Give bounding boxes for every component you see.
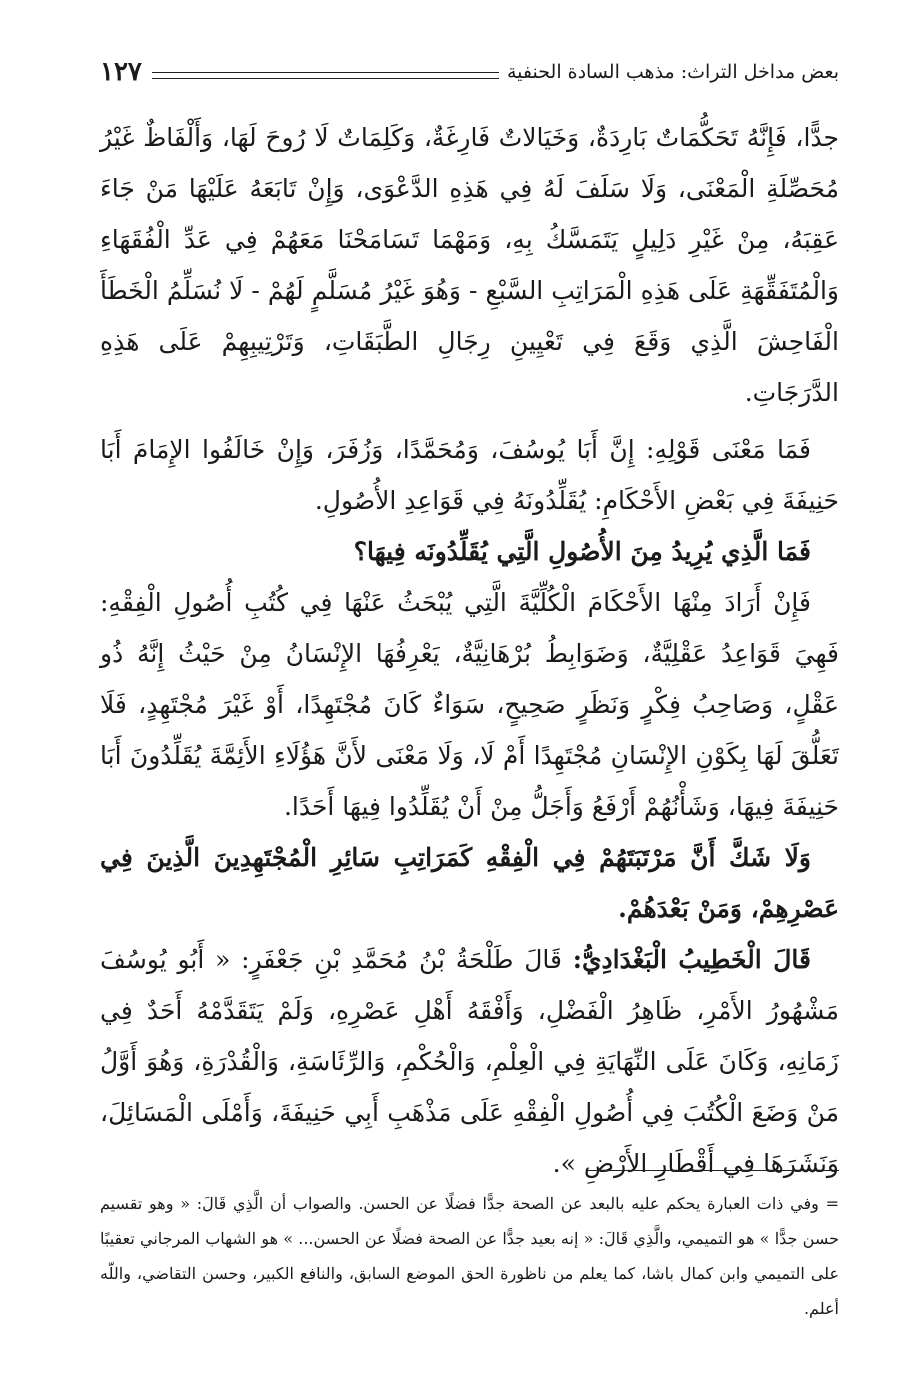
main-text [100,112,839,1189]
footnote-separator [587,1170,839,1171]
paragraph-6-text: قَالَ طَلْحَةُ بْنُ مُحَمَّدِ بْنِ جَعْفَرٍ: « أَبُو يُوسُفَ مَشْهُورُ الأَمْرِ، ظَاهِرُ الْفَضْلِ، وَأَفْقَهُ أَهْلِ عَصْرِهِ، وَلَمْ يَتَقَدَّمْهُ أَحَدٌ فِي زَمَانِهِ، وَكَانَ عَلَى النِّهَايَةِ فِي الْعِلْمِ، وَالْحُكْمِ، وَالرِّئَاسَةِ، وَالْقُدْرَةِ، وَهُوَ أَوَّلُ مَنْ وَضَعَ الْكُتُبَ فِي أُصُولِ الْفِقْهِ عَلَى مَذْهَبِ أَبِي حَنِيفَةَ، وَأَمْلَى الْمَسَائِلَ، وَنَشَرَهَا فِي أَقْطَارِ الأَرْضِ ». [100,945,839,1178]
paragraph-4: فَإِنْ أَرَادَ مِنْهَا الأَحْكَامَ الْكُلِّيَّةَ الَّتِي يُبْحَثُ عَنْهَا فِي كُتُبِ أُصُولِ الْفِقْهِ: فَهِيَ قَوَاعِدُ عَقْلِيَّةٌ، وَضَوَابِطُ بُرْهَانِيَّةٌ، يَعْرِفُهَا الإِنْسَانُ مِنْ حَيْثُ إِنَّهُ ذُو عَقْلٍ، وَصَاحِبُ فِكْرٍ وَنَظَرٍ صَحِيحٍ، سَوَاءٌ كَانَ مُجْتَهِدًا، أَوْ غَيْرَ مُجْتَهِدٍ، فَلَا تَعَلُّقَ لَهَا بِكَوْنِ الإِنْسَانِ مُجْتَهِدًا أَمْ لَا، وَلَا مَعْنَى لأَنَّ هَؤُلَاءِ الأَئِمَّةَ يُقَلِّدُونَ أَبَا حَنِيفَةَ فِيهَا، وَشَأْنُهُمْ أَرْفَعُ وَأَجَلُّ مِنْ أَنْ يُقَلِّدُوا فِيهَا أَحَدًا. [100,588,839,821]
footnote: = وفي ذات العبارة يحكم عليه بالبعد عن الصحة جدًّا فضلًا عن الحسن. والصواب أن الَّذِي قَالَ: « وهو تقسيم حسن جدًّا » هو التميمي، والَّذِي قَالَ: « إنه بعيد جدًّا عن الصحة فضلًا عن الحسن... » هو الشهاب المرجاني تعقيبًا على التميمي وابن كمال باشا، كما يعلم من ناظورة الحق الموضع السابق، والنافع الكبير، وحسن التقاضي، واللّه أعلم. [100,1194,839,1318]
paragraph-6 [100,934,839,1189]
running-header [100,52,839,92]
paragraph-3-question: فَمَا الَّذِي يُرِيدُ مِنَ الأُصُولِ الَّتِي يُقَلِّدُونَه فِيهَا؟ [353,537,811,566]
page-number: ١٢٧ [100,57,142,87]
header-rule [152,72,499,79]
paragraph-2: فَمَا مَعْنَى قَوْلِهِ: إِنَّ أَبَا يُوسُفَ، وَمُحَمَّدًا، وَزُفَرَ، وَإِنْ خَالَفُوا الإِمَامَ أَبَا حَنِيفَةَ فِي بَعْضِ الأَحْكَامِ: يُقَلِّدُونَهُ فِي قَوَاعِدِ الأُصُولِ. [100,435,839,515]
paragraph-5: وَلَا شَكَّ أَنَّ مَرْتَبَتَهُمْ فِي الْفِقْهِ كَمَرَاتِبِ سَائِرِ الْمُجْتَهِدِينَ الَّذِينَ فِي عَصْرِهِمْ، وَمَنْ بَعْدَهُمْ. [100,843,839,923]
paragraph-1: جدًّا، فَإِنَّهُ تَحَكُّمَاتٌ بَارِدَةٌ، وَخَيَالاتٌ فَارِغَةٌ، وَكَلِمَاتٌ لَا رُوحَ لَهَا، وَأَلْفَاظٌ غَيْرُ مُحَصِّلَةِ الْمَعْنَى، وَلَا سَلَفَ لَهُ فِي هَذِهِ الدَّعْوَى، وَإِنْ تَابَعَهُ عَلَيْهَا مَنْ جَاءَ عَقِبَهُ، مِنْ غَيْرِ دَلِيلٍ يَتَمَسَّكُ بِهِ، وَمَهْمَا تَسَامَحْنَا مَعَهُمْ فِي عَدِّ الْفُقَهَاءِ وَالْمُتَفَقِّهَةِ عَلَى هَذِهِ الْمَرَاتِبِ السَّبْعِ - وَهُوَ غَيْرُ مُسَلَّمٍ لَهُمْ - لَا نُسَلِّمُ الْخَطَأَ الْفَاحِشَ الَّذِي وَقَعَ فِي تَعْيِينِ رِجَالِ الطَّبَقَاتِ، وَتَرْتِيبِهِمْ عَلَى هَذِهِ الدَّرَجَاتِ. [100,123,839,407]
paragraph-6-lead: قَالَ الْخَطِيبُ الْبَغْدَادِيُّ: [572,945,812,974]
running-header-title: بعض مداخل التراث: مذهب السادة الحنفية [507,61,839,83]
